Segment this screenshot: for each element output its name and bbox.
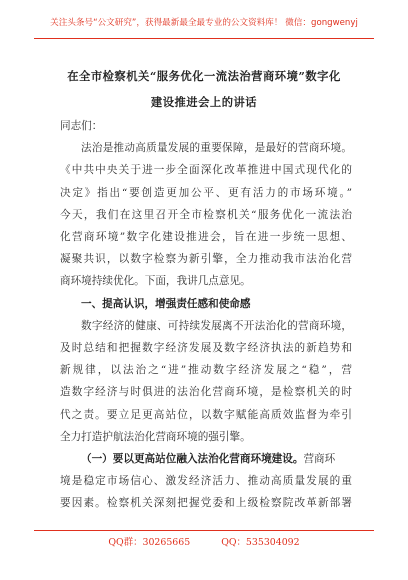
paragraph-line: 《中共中央关于进一步全面深化改革推进中国式现代化的 <box>60 164 352 177</box>
paragraph-line: 境是稳定市场信心、激发经济活力、推动高质量发展的重 <box>60 475 352 488</box>
paragraph-line: 数字经济的健康、可持续发展离不开法治化的营商环境， <box>81 319 352 332</box>
intro-paragraph <box>60 137 352 159</box>
paragraph-2 <box>60 315 352 337</box>
page-footer <box>0 534 408 548</box>
intro-paragraph-cont <box>60 159 352 292</box>
salutation: 同志们： <box>60 120 103 132</box>
paragraph-line: 及时总结和把握数字经济发展及数字经济执法的新趋势和 <box>60 342 352 355</box>
paragraph-line: 要因素。检察机关深刻把握党委和上级检察院改革新部署 <box>60 497 352 510</box>
paragraph-line: 造数字经济与时俱进的法治化营商环境，是检察机关的时 <box>60 386 352 399</box>
document-title-line2: 建设推进会上的讲话 <box>150 95 258 109</box>
footer-qq: QQ：535304092 <box>221 537 300 548</box>
page-header-promo: 关注头条号“公文研究”，获得最新最全最专业的公文资料库！ 微信：gongwenyj <box>50 18 358 28</box>
subsection-heading-1: （一）要以更高站位融入法治化营商环境建设。 <box>81 453 304 466</box>
subsection-1-cont <box>60 470 352 514</box>
paragraph-line: 今天，我们在这里召开全市检察机关“服务优化一流法治 <box>60 208 352 221</box>
header-rule <box>34 38 374 39</box>
footer-rule <box>34 530 374 531</box>
footer-qq-group: QQ群：30265665 <box>108 537 191 548</box>
document-title-line1: 在全市检察机关“服务优化一流法治营商环境”数字化 <box>67 69 341 83</box>
section-heading-1: 一、提高认识，增强责任感和使命感 <box>81 297 251 310</box>
paragraph-line: 新规律，以法治之“进”推动数字经济发展之“稳”，营 <box>60 364 352 377</box>
subsection-1 <box>60 448 352 470</box>
paragraph-line: 全力打造护航法治化营商环境的强引擎。 <box>60 430 251 443</box>
paragraph-2-cont <box>60 337 352 448</box>
paragraph-line: 决定》指出“要创造更加公平、更有活力的市场环境。” <box>60 186 352 199</box>
paragraph-line: 商环境持续优化。下面，我讲几点意见。 <box>60 275 251 288</box>
paragraph-line: 代之责。要立足更高站位，以数字赋能高质效监督为牵引 <box>60 408 352 421</box>
paragraph-line: 化营商环境”数字化建设推进会，旨在进一步统一思想、 <box>60 231 352 244</box>
document-body <box>60 115 352 515</box>
paragraph-line: 凝聚共识，以数字检察为新引擎，全力推动我市法治化营 <box>60 253 352 266</box>
subsection-lead: 营商环 <box>303 453 336 466</box>
paragraph-line: 法治是推动高质量发展的重要保障，是最好的营商环境。 <box>81 142 352 155</box>
